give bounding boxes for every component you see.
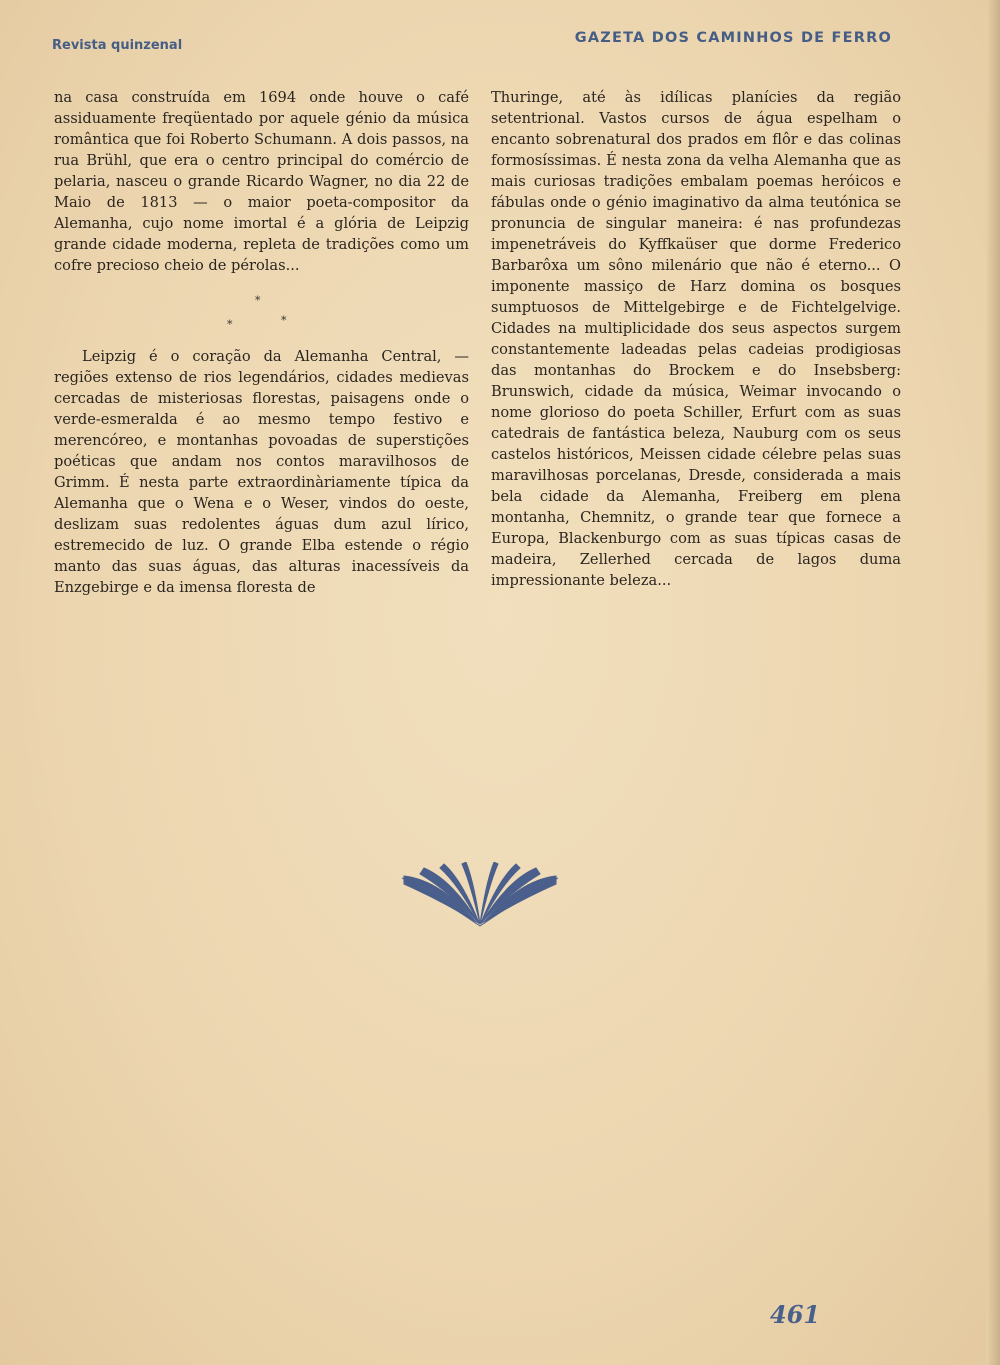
separator-star: * xyxy=(255,294,261,307)
page-number: 461 xyxy=(770,1300,821,1329)
left-column xyxy=(54,87,469,598)
separator-star: * xyxy=(227,318,233,331)
running-header xyxy=(52,30,892,56)
paragraph: na casa construída em 1694 onde houve o café assiduamente freqüentado por aquele génio da música romântica que foi Roberto Schumann. A dois passos, na rua Brühl, que era o centro principal do comércio de pelaria, nasceu o grande Ricardo Wagner, no dia 22 de Maio de 1813 — o maior poeta-compositor da Alemanha, cujo nome imortal é a glória de Leipzig grande cidade moderna, repleta de tradições como um cofre precioso cheio de pérolas... xyxy=(54,89,469,274)
separator-star: * xyxy=(281,314,287,327)
paragraph: Leipzig é o coração da Alemanha Central, — regiões extenso de rios legendários, cidades medievas cercadas de misteriosas florestas, paisagens onde o verde-esmeralda é ao mesmo tempo festivo e merencóreo, e montanhas povoadas de superstições poéticas que andam nos contos maravilhosos de Grimm. É nesta parte extraordinàriamente típica da Alemanha que o Wena e o Weser, vindos do oeste, deslizam suas redolentes águas dum azul lírico, estremecido de luz. O grande Elba estende o régio manto das suas águas, das alturas inacessíveis da Enzgebirge e da imensa floresta de xyxy=(54,348,469,596)
fan-ornament-icon xyxy=(400,862,560,928)
page-edge xyxy=(986,0,1000,1365)
paragraph: Thuringe, até às idílicas planícies da região setentrional. Vastos cursos de água espelham o encanto sobrenatural dos prados em flôr e das colinas formosíssimas. É nesta zona da velha Alemanha que as mais curiosas tradições embalam poemas heróicos e fábulas onde o génio imaginativo da alma teutónica se pronuncia de singular maneira: é nas profundezas impenetráveis do Kyffkaüser que dorme Frederico Barbarôxa um sôno milenário que não é eterno... O imponente massiço de Harz domina os bosques sumptuosos de Mittelgebirge e de Fichtelgelvige. Cidades na multiplicidade dos seus aspectos surgem constantemente ladeadas pelas cadeias prodigiosas das montanhas do Brockem e do Insebsberg: Brunswich, cidade da música, Weimar invocando o nome glorioso do poeta Schiller, Erfurt com as suas catedrais de fantástica beleza, Nauburg com os seus castelos históricos, Meissen cidade célebre pelas suas maravilhosas porcelanas, Dresde, considerada a mais bela cidade da Alemanha, Freiberg em plena montanha, Chemnitz, o grande tear que fornece a Europa, Blackenburgo com as suas típicas casas de madeira, Zellerhed cercada de lagos duma impressionante beleza... xyxy=(491,89,901,589)
section-separator xyxy=(54,282,469,338)
header-left: Revista quinzenal xyxy=(52,38,183,53)
right-column xyxy=(491,87,901,591)
header-right: GAZETA DOS CAMINHOS DE FERRO xyxy=(574,30,892,46)
